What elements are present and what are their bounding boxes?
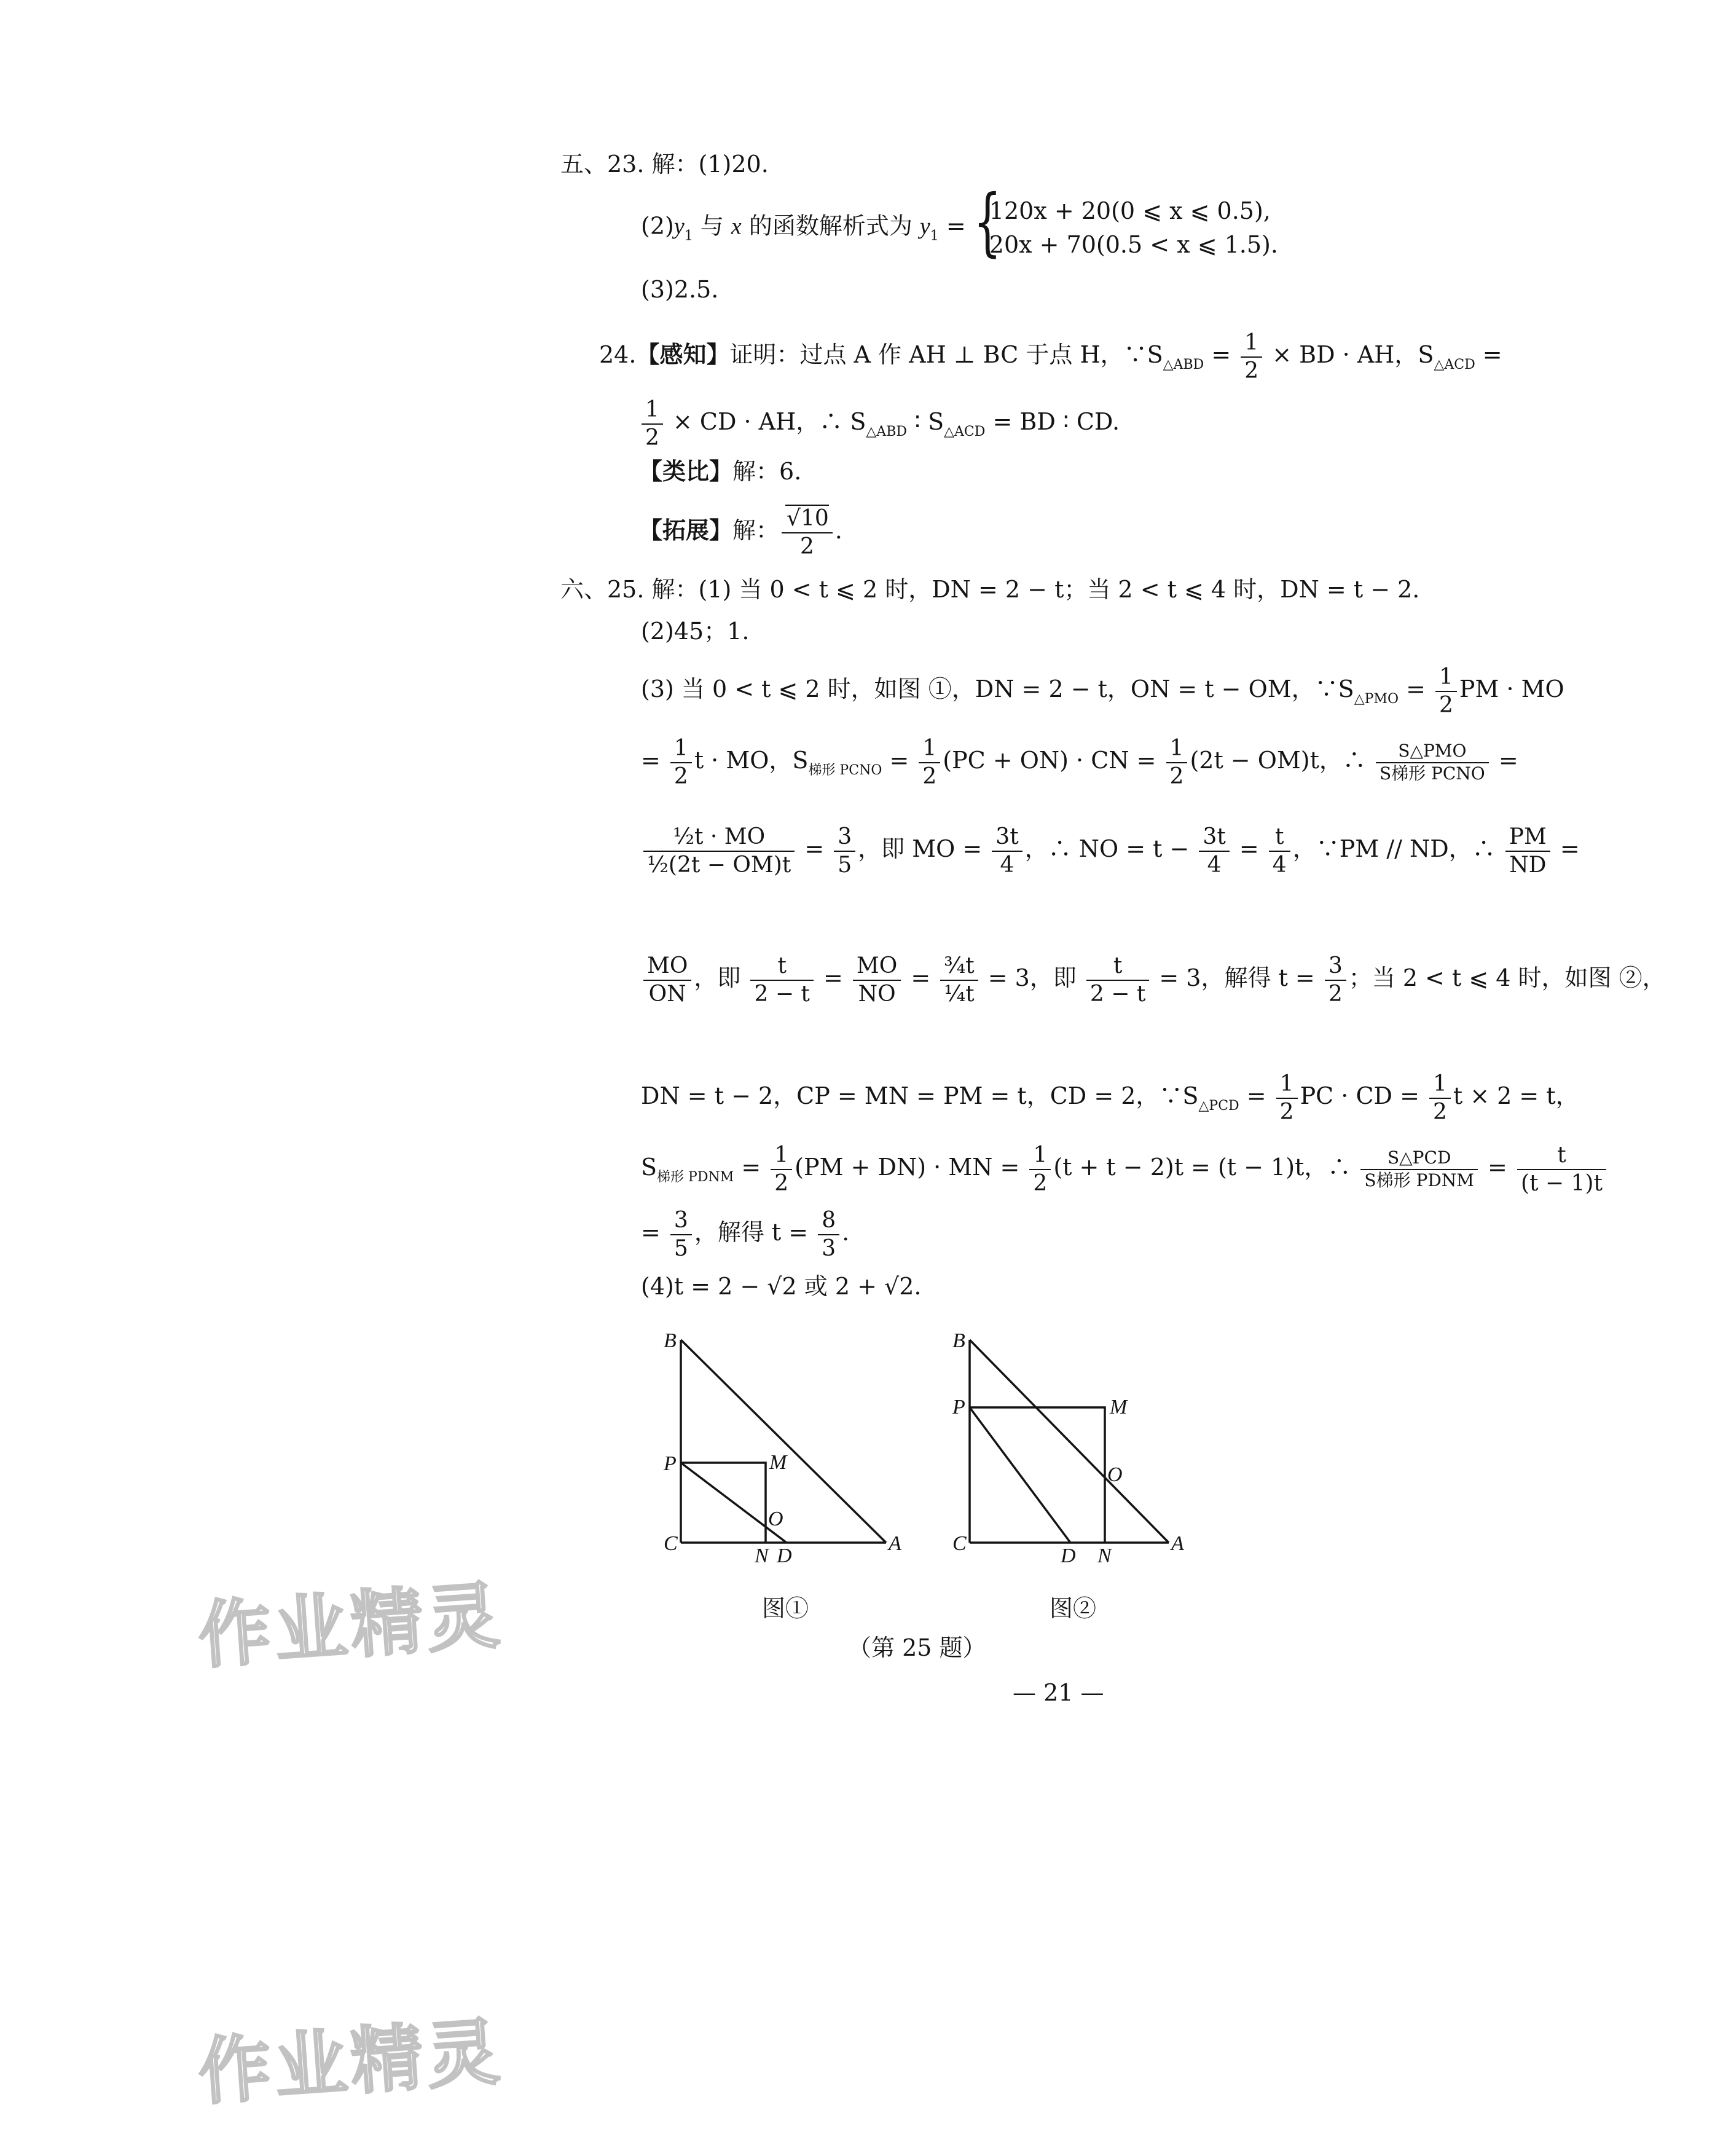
q23-part3: (3)2.5. bbox=[641, 276, 719, 303]
label-c: C bbox=[952, 1532, 967, 1555]
label-m: M bbox=[1110, 1396, 1128, 1418]
q25-part3-line6: $S_{梯形 PDNM}$ = $\frac{1}{2}$ (PM + DN) · MN = $\frac{1}{2}$ (t + t − 2)t = (t − 1)t，∴ $\frac{\text{S△PCD}}{\text{S梯形 PDNM}}$ = $\frac{t}{(t - 1)t}$ bbox=[641, 1142, 1609, 1197]
figure-2 bbox=[940, 1321, 1204, 1570]
q24-analogy: 【类比】解：6. bbox=[639, 457, 802, 485]
label-d: D bbox=[777, 1544, 792, 1567]
figure-1 bbox=[651, 1321, 916, 1570]
square-pm-mn bbox=[970, 1407, 1105, 1543]
square-pm-mn bbox=[681, 1463, 766, 1543]
q25-part3-line1: (3) 当 0 < t ⩽ 2 时，如图 ①，DN = 2 − t，ON = t − OM，$\because S_{\triangle PMO}$ = $\frac{1}{2}$ PM · MO bbox=[641, 664, 1564, 718]
figure-2-caption: 图② bbox=[1050, 1595, 1097, 1622]
segment-ba bbox=[681, 1340, 886, 1543]
q23-heading: 五、23. 解：(1)20. bbox=[560, 151, 769, 178]
q25-part3-line7: = $\frac{3}{5}$ ，解得 t = $\frac{8}{3}$ . bbox=[641, 1208, 850, 1261]
figure-2-diagram bbox=[940, 1321, 1204, 1567]
watermark: 作业精灵 bbox=[195, 1572, 506, 1679]
q25-part3-line3: $\frac{\text{½t · MO}}{\text{½(2t − OM)t}}$ = $\frac{3}{5}$ ，即 MO = $\frac{3t}{4}$ ，∴ NO = t − $\frac{3t}{4}$ = $\frac{t}{4}$ ，∵PM // ND，∴ $\frac{PM}{ND}$ = bbox=[641, 824, 1580, 878]
figure-1-diagram bbox=[651, 1321, 916, 1567]
q24-perceive: 24.【感知】证明：过点 A 作 AH ⊥ BC 于点 H，$\because S_{\triangle ABD}$ = $\frac{1}{2}$ × BD · AH，$S_{\triangle ACD}$ = bbox=[599, 330, 1502, 384]
watermark: 作业精灵 bbox=[195, 2008, 506, 2115]
label-n: N bbox=[755, 1544, 769, 1567]
label-a: A bbox=[889, 1532, 901, 1555]
problem-caption: （第 25 题） bbox=[848, 1634, 986, 1661]
q23-part2: $(2)y_1$ 与 x 的函数解析式为 $y_1$ = { 120x + 20(0 ⩽ x ⩽ 0.5), 20x + 70(0.5 < x ⩽ 1.5). bbox=[641, 194, 1278, 262]
piecewise-function: { 120x + 20(0 ⩽ x ⩽ 0.5), 20x + 70(0.5 < x ⩽ 1.5). bbox=[973, 194, 1278, 262]
label-d: D bbox=[1061, 1544, 1076, 1567]
label-c: C bbox=[664, 1532, 678, 1555]
segment-ba bbox=[970, 1340, 1169, 1543]
label-o: O bbox=[1107, 1463, 1123, 1486]
label-p: P bbox=[664, 1452, 677, 1475]
q25-part2: (2)45；1. bbox=[641, 618, 750, 645]
label-b: B bbox=[952, 1329, 965, 1352]
label-a: A bbox=[1171, 1532, 1184, 1555]
label-p: P bbox=[952, 1396, 965, 1418]
q24-perceive-cont: $\frac{1}{2}$ × CD · AH，∴ $S_{\triangle ABD}$ ∶ $S_{\triangle ACD}$ = BD ∶ CD. bbox=[639, 396, 1120, 451]
q24-extend: 【拓展】解： $\frac{√10}{2}$ . bbox=[639, 506, 842, 559]
page-number: — 21 — bbox=[1013, 1679, 1104, 1706]
label-n: N bbox=[1097, 1544, 1112, 1567]
label-m: M bbox=[769, 1451, 787, 1474]
label-o: O bbox=[768, 1508, 783, 1530]
label-b: B bbox=[664, 1329, 677, 1352]
q25-part4: (4)t = 2 − √2 或 2 + √2. bbox=[641, 1273, 922, 1300]
figure-1-caption: 图① bbox=[762, 1595, 809, 1622]
q25-part3-line4: $\frac{MO}{ON}$ ，即 $\frac{t}{2 - t}$ = $\frac{MO}{NO}$ = $\frac{\text{¾t}}{\text{¼t}}$ = 3，即 $\frac{t}{2 - t}$ = 3，解得 t = $\frac{3}{2}$ ；当 2 < t ⩽ 4 时，如图 ②， bbox=[641, 953, 1666, 1007]
q25-part1: 六、25. 解：(1) 当 0 < t ⩽ 2 时，DN = 2 − t；当 2 < t ⩽ 4 时，DN = t − 2. bbox=[560, 576, 1420, 603]
segment-pd bbox=[681, 1463, 787, 1543]
q25-part3-line5: DN = t − 2，CP = MN = PM = t，CD = 2，$\because S_{\triangle PCD}$ = $\frac{1}{2}$ PC · CD = $\frac{1}{2}$ t × 2 = t， bbox=[641, 1071, 1579, 1125]
q25-part3-line2: = $\frac{1}{2}$ t · MO，$S_{梯形 PCNO}$ = $\frac{1}{2}$ (PC + ON) · CN = $\frac{1}{2}$ (2t − OM)t，∴ $\frac{\text{S△PMO}}{\text{S梯形 PCNO}}$ = bbox=[641, 736, 1518, 789]
